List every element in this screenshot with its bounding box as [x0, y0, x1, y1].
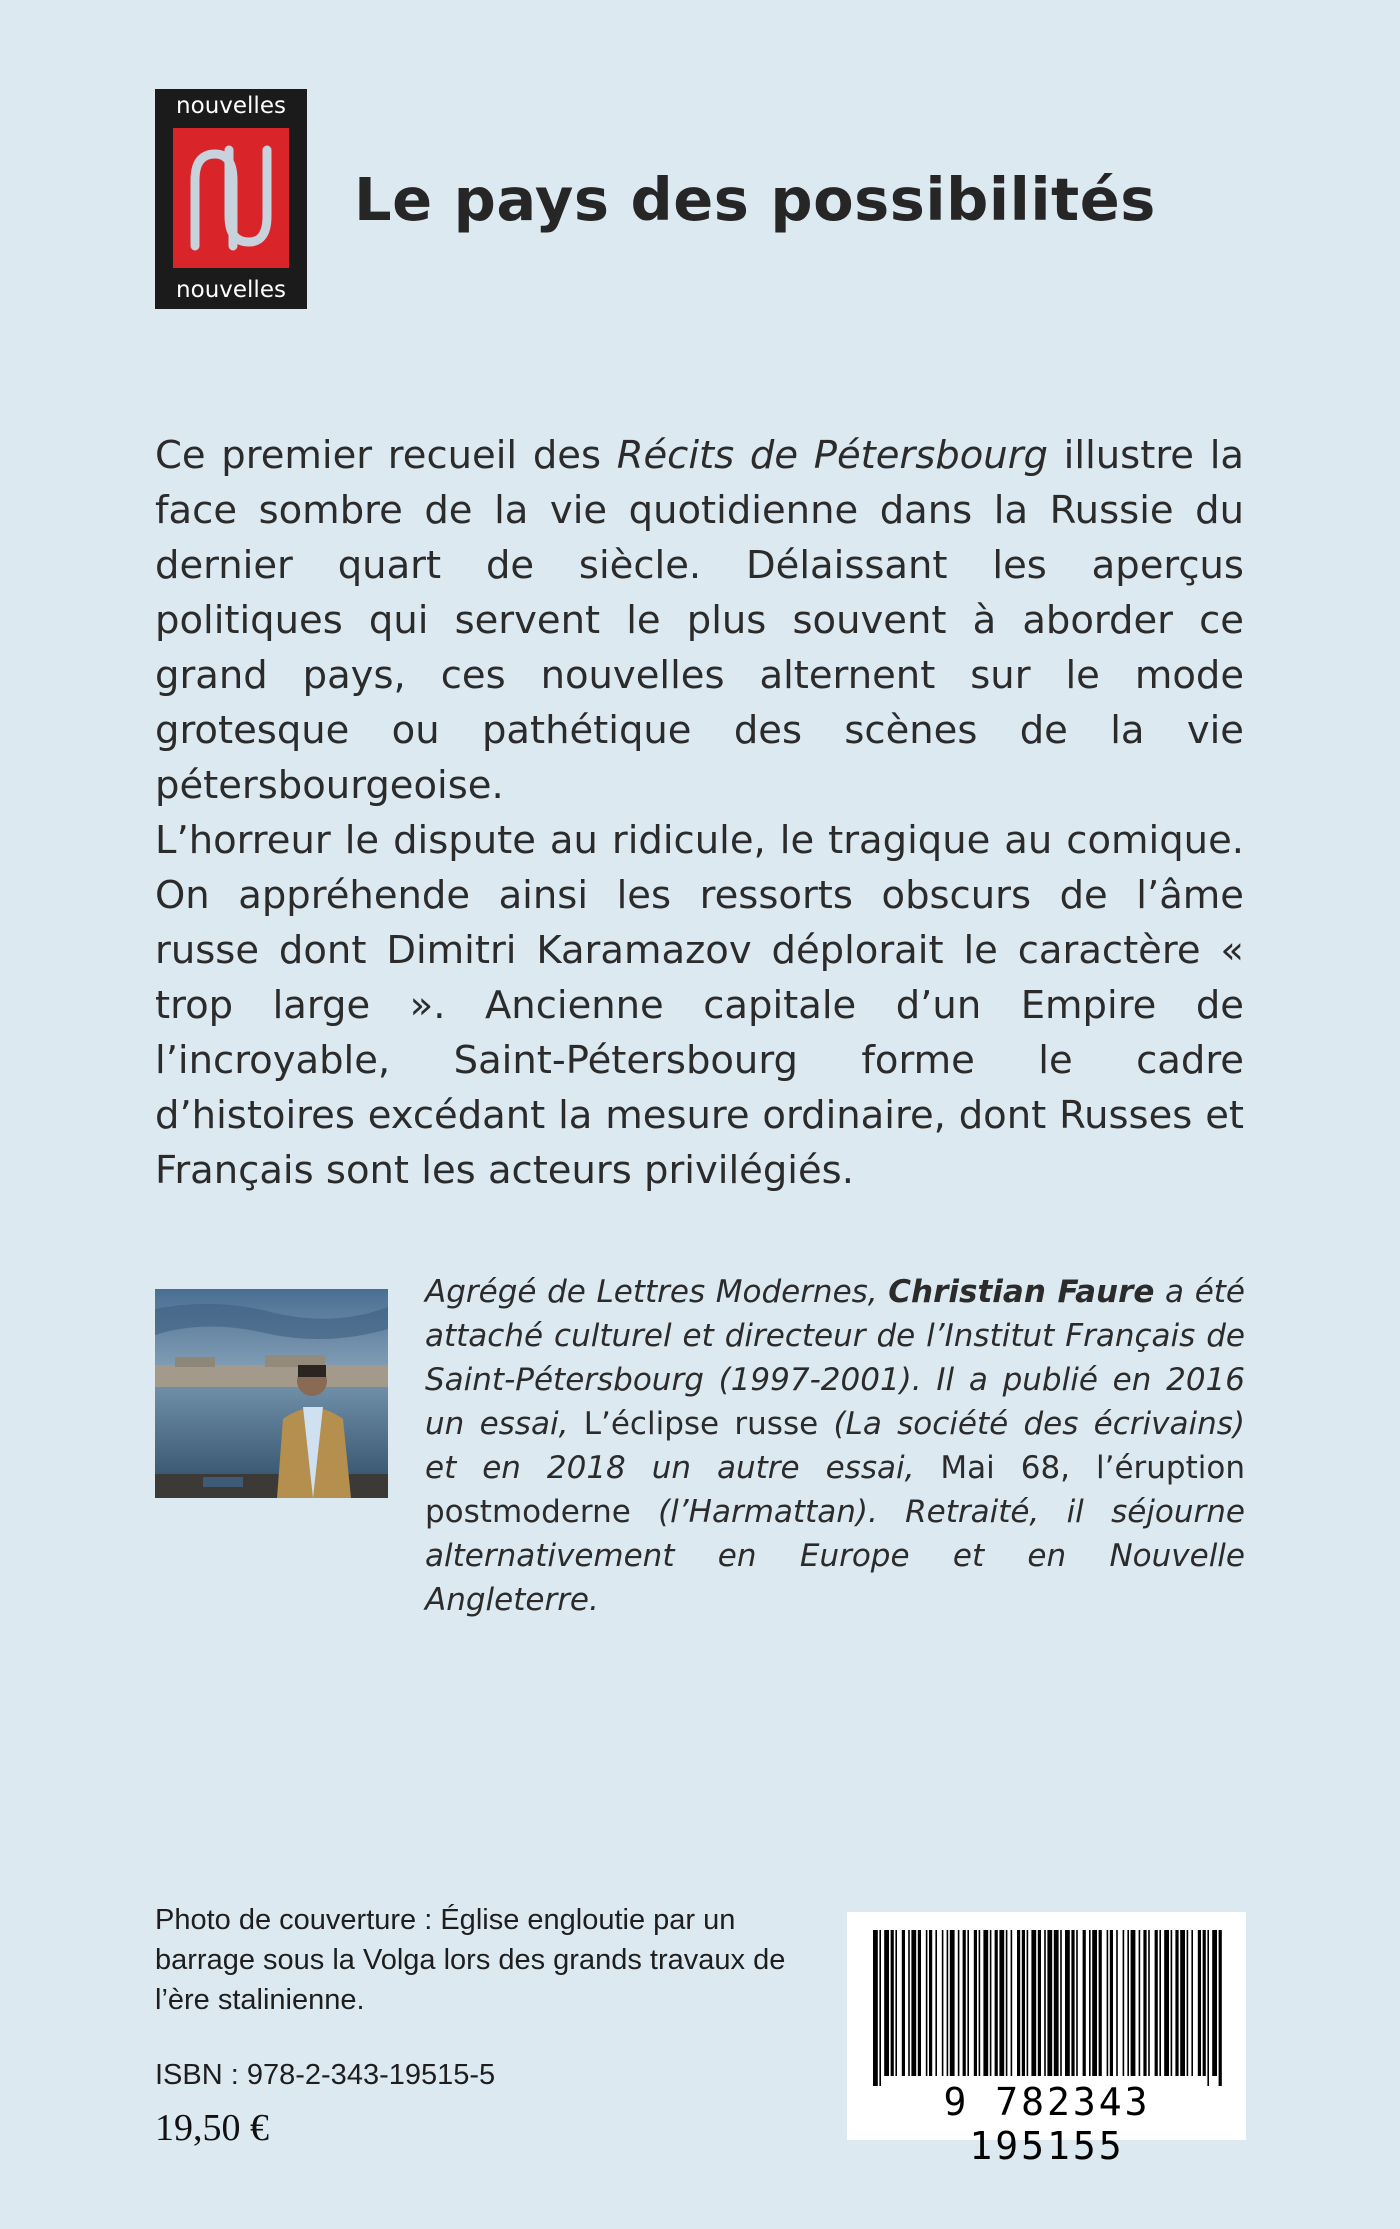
barcode-bar — [1143, 1930, 1146, 2076]
barcode-bar — [942, 1930, 944, 2076]
blurb-p1-start: Ce premier recueil des — [155, 433, 617, 478]
blurb-p1-title: Récits de Pétersbourg — [616, 433, 1048, 478]
bio-book-1: L’éclipse russe — [583, 1406, 819, 1442]
barcode-bar — [926, 1930, 928, 2076]
isbn: ISBN : 978-2-343-19515-5 — [155, 2059, 496, 2091]
author-bio — [425, 1270, 1245, 1622]
barcode-bar — [1123, 1930, 1125, 2076]
barcode-bar — [974, 1930, 977, 2076]
barcode-bar — [958, 1930, 960, 2076]
barcode-bar — [1006, 1930, 1008, 2076]
barcode-bar — [1107, 1930, 1109, 2076]
barcode-bar — [1131, 1930, 1136, 2076]
bio-intro: Agrégé de Lettres Modernes, — [425, 1274, 889, 1310]
barcode-bar — [1031, 1930, 1036, 2076]
barcode-bar — [1022, 1930, 1025, 2076]
barcode-bar — [902, 1930, 905, 2076]
barcode-bar — [935, 1930, 937, 2076]
nu-monogram-icon — [173, 128, 289, 268]
blurb-paragraph-2: L’horreur le dispute au ridicule, le tragique au comique. On appréhende ainsi les ressorts obscurs de l’âme russe dont Dimitri Karamazov déplorait le caractère « trop large ». Ancienne capitale d’un Empire de l’incroyable, Saint-Pétersbourg forme le cadre d’histoires excédant la mesure ordinaire, dont Russes et Français sont les acteurs privilégiés. — [155, 818, 1244, 1193]
barcode-bar — [967, 1930, 969, 2076]
barcode-bar — [1083, 1930, 1086, 2076]
logo-top-label: nouvelles — [176, 93, 286, 119]
barcode-bar — [891, 1930, 894, 2076]
barcode-bar — [1159, 1930, 1161, 2076]
barcode-bar — [1017, 1930, 1020, 2076]
barcode-bar — [1110, 1930, 1113, 2076]
barcode-bar — [873, 1930, 878, 2086]
barcode-bar — [1164, 1930, 1169, 2076]
barcode-bar — [1065, 1930, 1070, 2076]
barcode-bar — [1099, 1930, 1102, 2076]
author-name: Christian Faure — [888, 1274, 1155, 1310]
barcode-bar — [929, 1930, 932, 2076]
cover-photo-credit: Photo de couverture : Église engloutie par un barrage sous la Volga lors des grands travaux de l’ère stalinienne. — [155, 1904, 786, 2016]
publisher-logo — [155, 89, 307, 309]
barcode-bar — [1071, 1930, 1074, 2076]
blurb-paragraph-1 — [155, 428, 1244, 813]
book-blurb — [155, 428, 1244, 1198]
barcode-bar — [1076, 1930, 1078, 2076]
barcode-bar — [990, 1930, 992, 2076]
barcode-bar — [895, 1930, 897, 2076]
barcode-bar — [1180, 1930, 1185, 2076]
barcode-bar — [1089, 1930, 1091, 2076]
barcode-bar — [1207, 1930, 1209, 2086]
barcode-bar — [995, 1930, 998, 2076]
barcode-bar — [879, 1930, 881, 2086]
barcode-bar — [1139, 1930, 1141, 2076]
barcode-bar — [1212, 1930, 1217, 2076]
barcode-bar — [1219, 1930, 1222, 2086]
barcode-bar — [1038, 1930, 1041, 2076]
barcode-bar — [1127, 1930, 1129, 2076]
barcode-bar — [999, 1930, 1004, 2076]
barcode-bar — [918, 1930, 921, 2076]
barcode-bar — [1054, 1930, 1059, 2076]
barcode-bar — [979, 1930, 981, 2076]
barcode-bar — [911, 1930, 916, 2076]
barcode-bar — [1203, 1930, 1206, 2076]
barcode-bar — [1155, 1930, 1158, 2076]
barcode-bar — [1027, 1930, 1029, 2076]
barcode-bar — [1011, 1930, 1013, 2076]
barcode-bar — [1047, 1930, 1052, 2076]
barcode-bar — [1171, 1930, 1173, 2076]
barcode-bar — [908, 1930, 910, 2076]
barcode — [847, 1912, 1246, 2168]
blurb-p1-end: illustre la face sombre de la vie quotidienne dans la Russie du dernier quart de siècle. Délaissant les aperçus politiques qui servent le plus souvent à aborder ce grand pays, ces nouvelles alternent sur le mode grotesque ou pathétique des scènes de la vie pétersbourgeoise. — [155, 433, 1244, 808]
barcode-bar — [1175, 1930, 1178, 2076]
barcode-bar — [1044, 1930, 1046, 2076]
barcode-bar — [1191, 1930, 1193, 2076]
barcode-digits: 9 782343 195155 — [943, 2080, 1151, 2168]
barcode-bar — [1116, 1930, 1118, 2076]
barcode-bar — [1187, 1930, 1189, 2076]
book-title: Le pays des possibilités — [354, 165, 1156, 234]
barcode-bar — [884, 1930, 889, 2076]
barcode-bar — [983, 1930, 988, 2076]
logo-bottom-label: nouvelles — [176, 277, 286, 303]
barcode-bar — [1148, 1930, 1150, 2076]
bio-career: a été attaché culturel et directeur de l’Institut Français de Saint-Pétersbourg (1997-2001). Il a publié en 2016 un essai, — [425, 1274, 1245, 1442]
barcode-bar — [947, 1930, 949, 2076]
barcode-bar — [1060, 1930, 1062, 2076]
bio-end: (l’Harmattan). Retraité, il séjourne alternativement en Europe et en Nouvelle Angleterre. — [425, 1494, 1245, 1618]
barcode-bar — [1092, 1930, 1097, 2076]
author-photo — [155, 1289, 388, 1498]
barcode-bar — [963, 1930, 966, 2076]
price: 19,50 € — [155, 2107, 269, 2149]
logo-red-panel — [173, 128, 289, 268]
barcode-bar — [950, 1930, 955, 2076]
author-photo-image — [155, 1289, 388, 1498]
barcode-bar — [1198, 1930, 1201, 2076]
bio-mid: (La société des écrivains) et en 2018 un autre essai, — [425, 1406, 1246, 1486]
bio-book-2: Mai 68, l’éruption postmoderne — [425, 1450, 1245, 1530]
